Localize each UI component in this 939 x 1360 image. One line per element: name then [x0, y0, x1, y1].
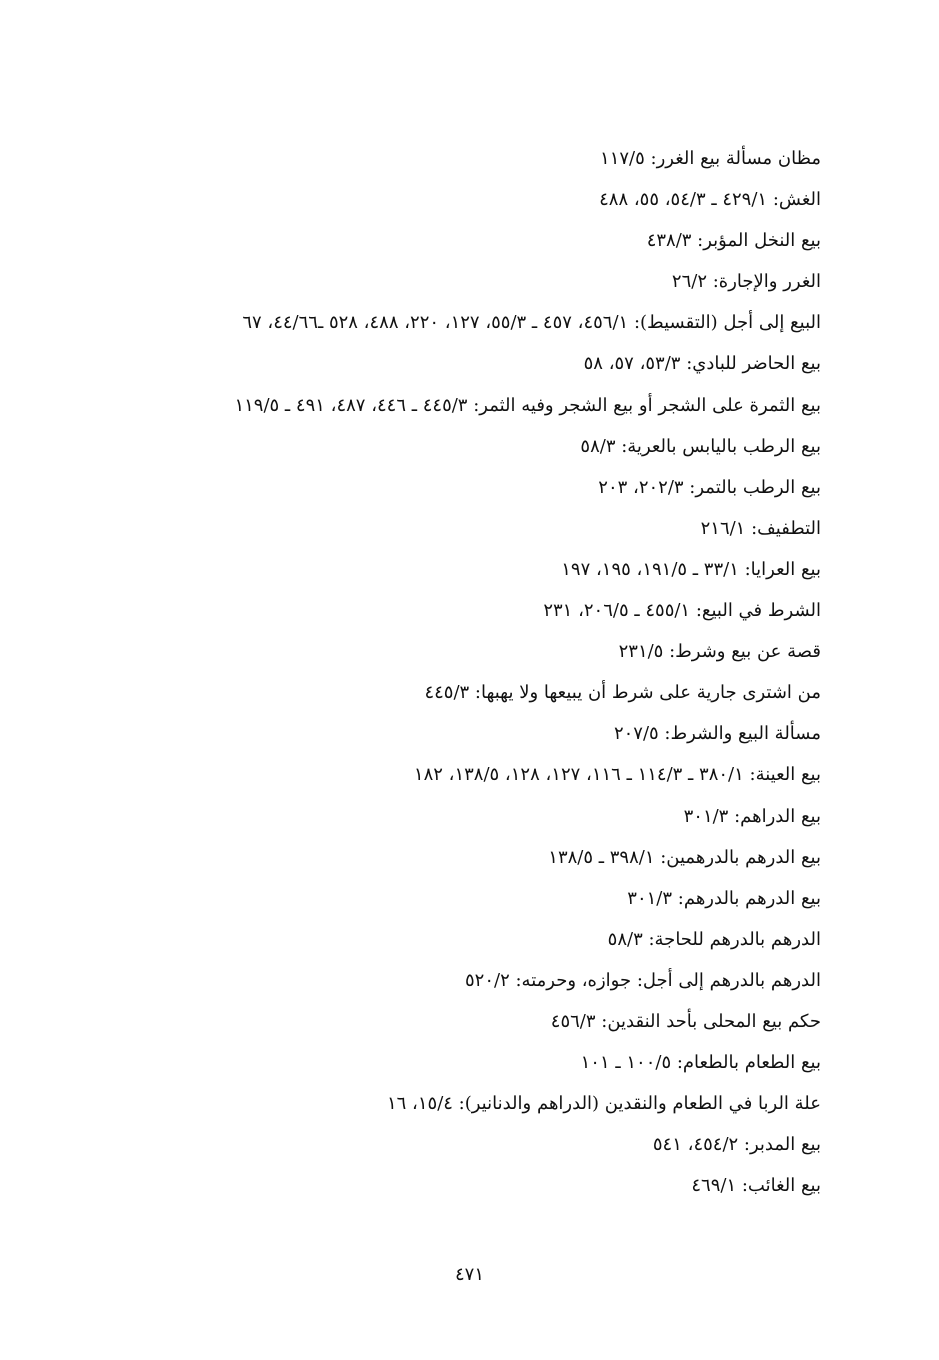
index-entry: الغرر والإجارة: ٢٦/٢	[671, 271, 821, 293]
index-entry: بيع الرطب بالتمر: ٢٠٢/٣، ٢٠٣	[598, 476, 821, 498]
index-entry: البيع إلى أجل (التقسيط): ٤٥٦/١، ٤٥٧ ـ ٥٥/٣، ١٢٧، ٢٢٠، ٤٨٨، ٥٢٨ ـ٤٤/٦٦، ٦٧	[242, 312, 821, 334]
index-entries-list	[101, 138, 821, 1206]
index-entry: الدرهم بالدرهم للحاجة: ٥٨/٣	[607, 928, 821, 950]
index-entry: الدرهم بالدرهم إلى أجل: جوازه، وحرمته: ٥٢٠/٢	[465, 969, 821, 991]
index-entry: مظان مسألة بيع الغرر: ١١٧/٥	[600, 148, 821, 169]
index-entry: بيع النخل المؤبر: ٤٣٨/٣	[646, 230, 821, 252]
index-entry: مسألة البيع والشرط: ٢٠٧/٥	[613, 723, 821, 745]
index-entry: بيع الدرهم بالدرهم: ٣٠١/٣	[627, 887, 821, 909]
index-entry: بيع العرايا: ٣٣/١ ـ ١٩١/٥، ١٩٥، ١٩٧	[561, 558, 821, 580]
index-entry: الغش: ٤٢٩/١ ـ ٥٤/٣، ٥٥، ٤٨٨	[599, 189, 821, 211]
index-entry: الشرط في البيع: ٤٥٥/١ ـ ٢٠٦/٥، ٢٣١	[543, 600, 821, 622]
index-entry: التطفيف: ٢١٦/١	[700, 517, 821, 539]
index-entry: بيع الطعام بالطعام: ١٠٠/٥ ـ ١٠١	[580, 1052, 821, 1074]
index-entry: بيع العينة: ٣٨٠/١ ـ ١١٤/٣ ـ ١١٦، ١٢٧، ١٢٨، ١٣٨/٥، ١٨٢	[413, 764, 821, 786]
page-number: ٤٧١	[454, 1264, 484, 1285]
index-entry: علة الربا في الطعام والنقدين (الدراهم والدنانير): ١٥/٤، ١٦	[386, 1093, 821, 1115]
index-entry: بيع الرطب باليابس بالعرية: ٥٨/٣	[580, 435, 821, 457]
index-entry: بيع الثمرة على الشجر أو بيع الشجر وفيه الثمر: ٤٤٥/٣ ـ ٤٤٦، ٤٨٧، ٤٩١ ـ ١١٩/٥	[234, 394, 821, 416]
index-entry: بيع الدرهم بالدرهمين: ٣٩٨/١ ـ ١٣٨/٥	[548, 846, 821, 868]
index-entry: قصة عن بيع وشرط: ٢٣١/٥	[618, 641, 821, 663]
index-entry: بيع الغائب: ٤٦٩/١	[691, 1175, 821, 1197]
index-entry: من اشترى جارية على شرط أن يبيعها ولا يهبها: ٤٤٥/٣	[424, 682, 821, 704]
index-entry: بيع الحاضر للبادي: ٥٣/٣، ٥٧، ٥٨	[583, 353, 821, 375]
index-entry: بيع المدبر: ٤٥٤/٢، ٥٤١	[652, 1134, 821, 1156]
index-entry: حكم بيع المحلى بأحد النقدين: ٤٥٦/٣	[550, 1010, 821, 1032]
index-entry: بيع الدراهم: ٣٠١/٣	[683, 805, 821, 827]
